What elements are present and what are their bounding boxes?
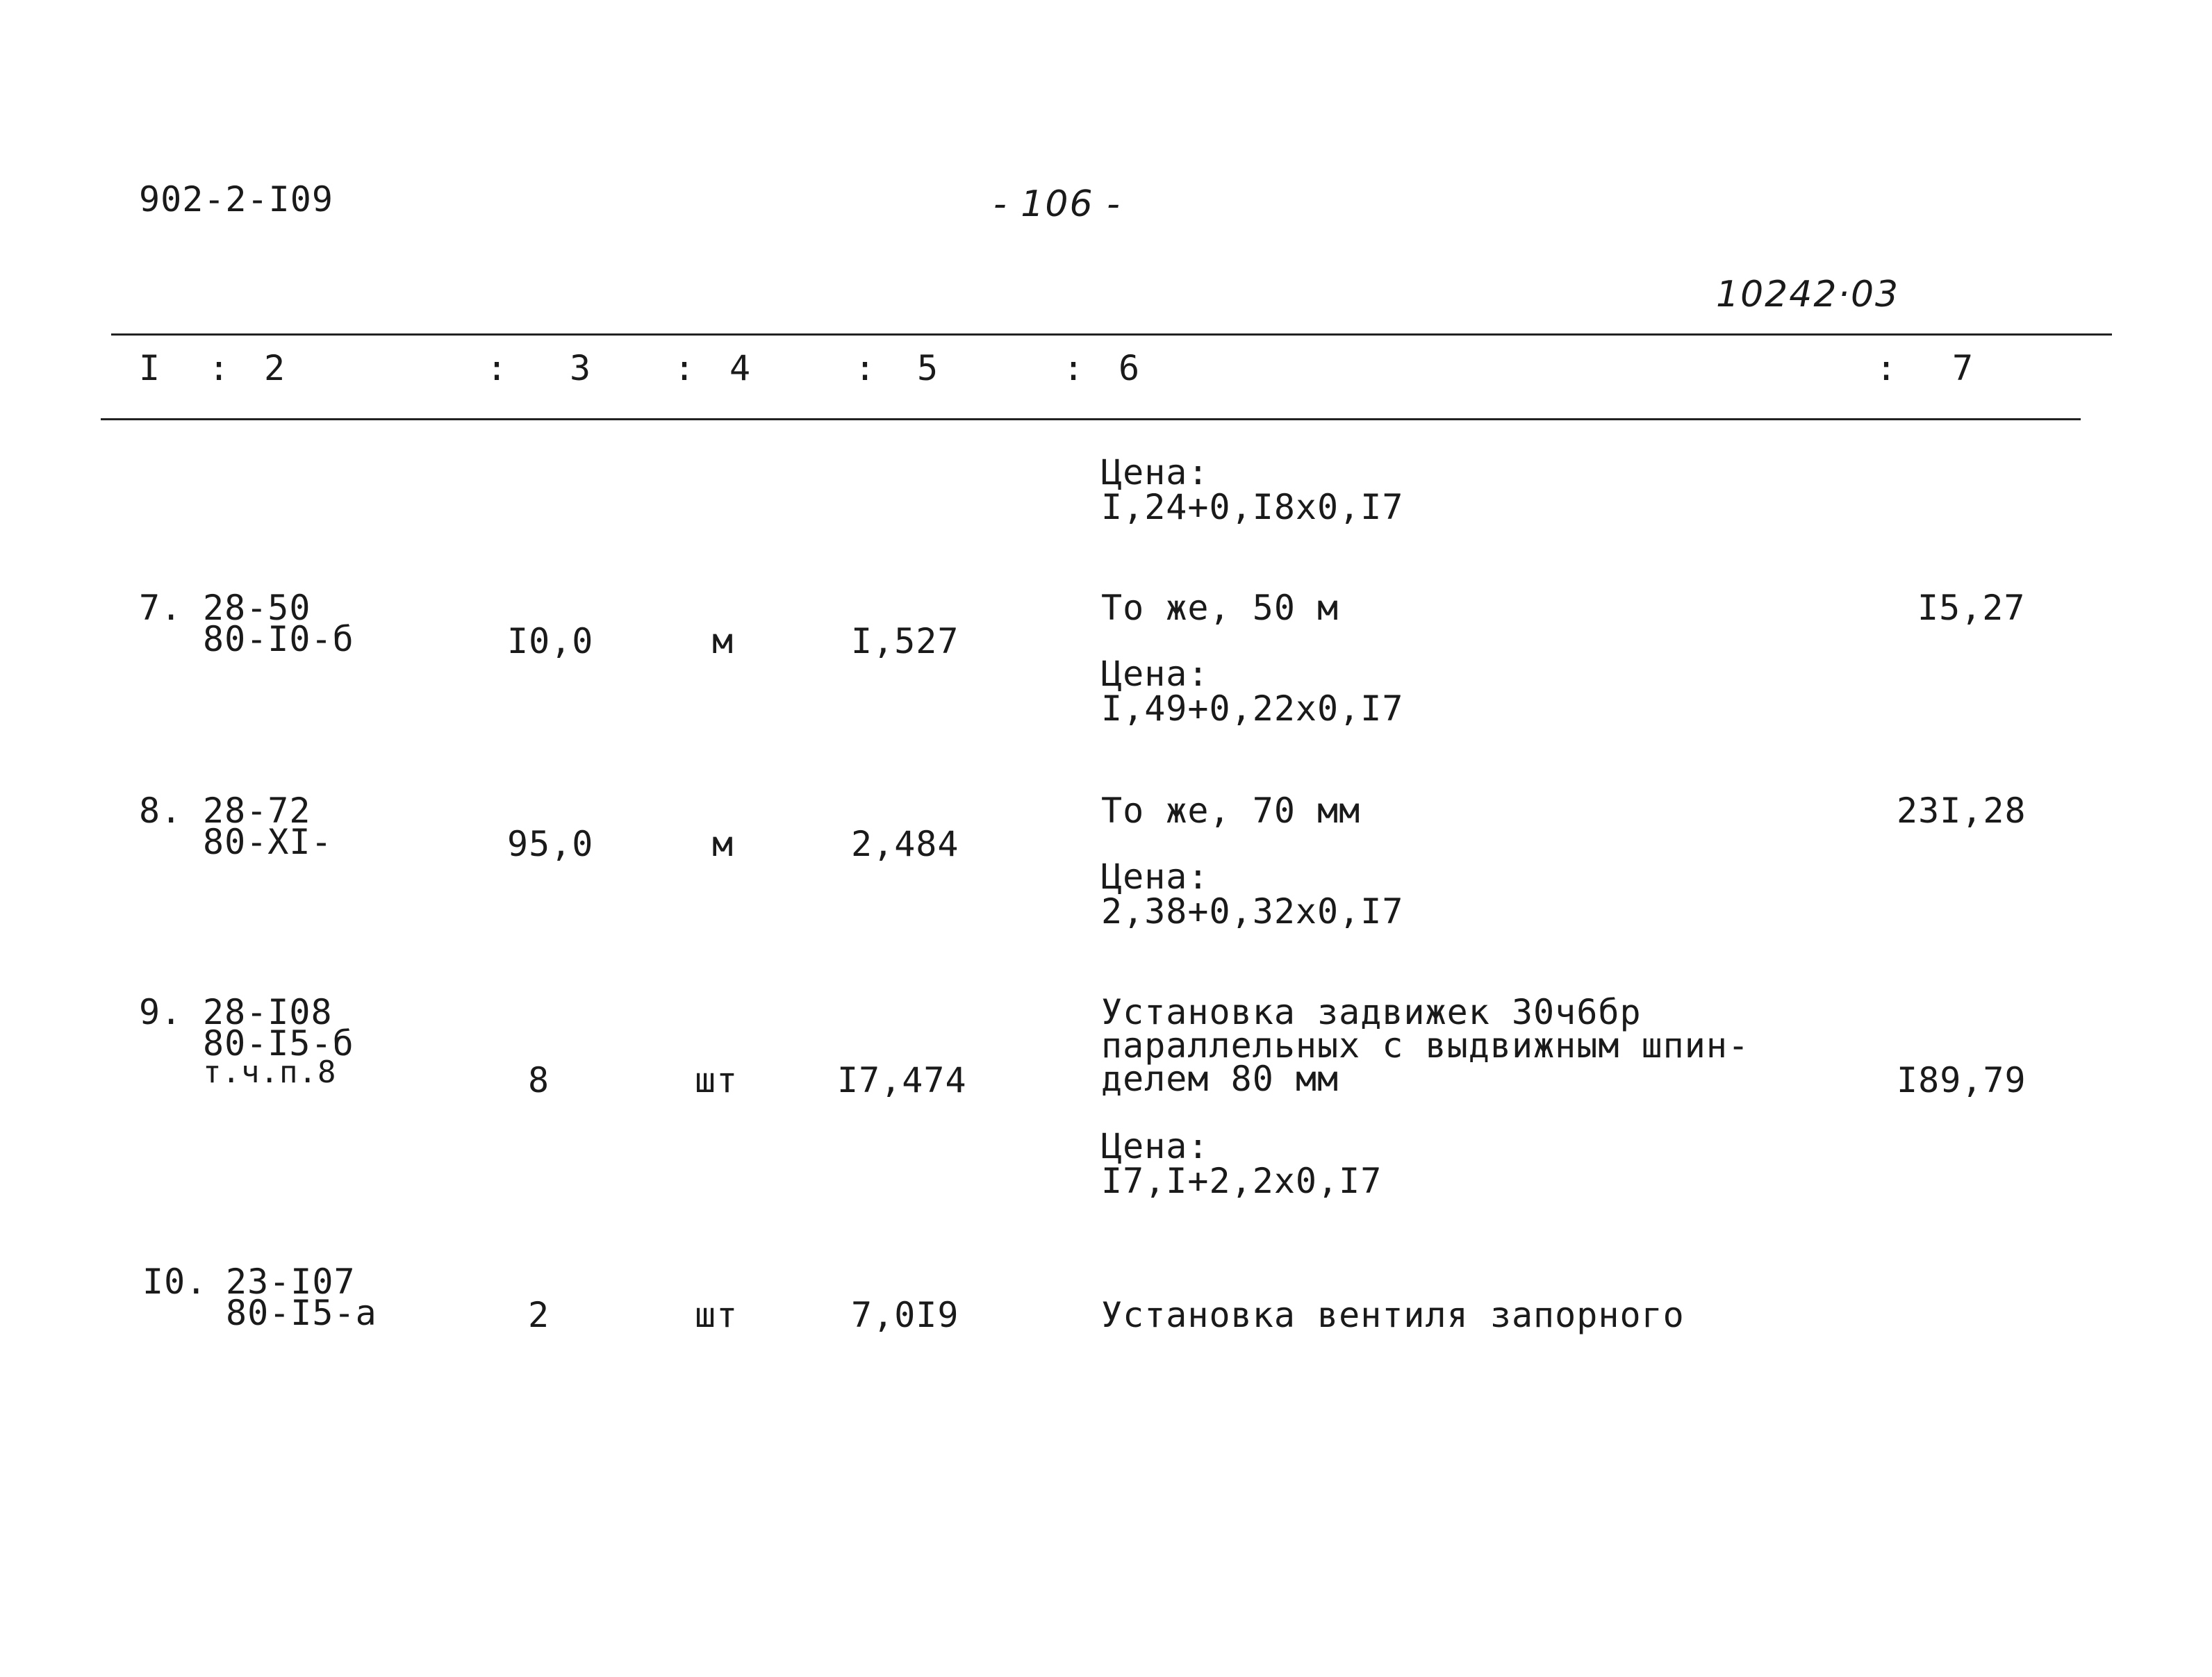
row-description: То же, 50 м bbox=[1101, 588, 1339, 628]
row-unit-price: I,527 bbox=[851, 621, 959, 661]
row-number: 9. bbox=[139, 992, 183, 1032]
col-separator: : bbox=[1063, 348, 1085, 388]
row-code-line2: 80-I5-а bbox=[226, 1293, 377, 1333]
col-header-5: 5 bbox=[917, 348, 939, 388]
row-code-line1: 28-72 bbox=[203, 791, 311, 831]
row-code-line2: 80-I0-б bbox=[203, 619, 354, 659]
row-quantity: 8 bbox=[528, 1060, 550, 1100]
price-label: Цена: bbox=[1101, 654, 1210, 694]
row-quantity: 95,0 bbox=[507, 824, 594, 864]
col-header-3: 3 bbox=[570, 348, 592, 388]
price-formula: I,49+0,22x0,I7 bbox=[1101, 688, 1404, 729]
row-description: Установка вентиля запорного bbox=[1101, 1295, 1685, 1335]
row-number: 8. bbox=[139, 791, 183, 831]
document-code: 902-2-I09 bbox=[139, 179, 333, 220]
price-formula: 2,38+0,32x0,I7 bbox=[1101, 891, 1404, 932]
col-separator: : bbox=[1876, 348, 1898, 388]
row-code-line1: 23-I07 bbox=[226, 1262, 356, 1302]
col-separator: : bbox=[486, 348, 509, 388]
col-separator: : bbox=[208, 348, 231, 388]
row-unit-price: 7,0I9 bbox=[851, 1295, 959, 1335]
row-unit-price: I7,474 bbox=[837, 1060, 967, 1100]
price-formula: I,24+0,I8x0,I7 bbox=[1101, 487, 1404, 527]
row-unit: шт bbox=[695, 1295, 738, 1335]
row-unit: м bbox=[712, 621, 734, 661]
page-number: - 106 - bbox=[993, 183, 1121, 225]
row-code-line3: т.ч.п.8 bbox=[203, 1055, 337, 1090]
row-unit-price: 2,484 bbox=[851, 824, 959, 864]
row-quantity: 2 bbox=[528, 1295, 550, 1335]
col-header-4: 4 bbox=[729, 348, 752, 388]
price-formula: I7,I+2,2x0,I7 bbox=[1101, 1161, 1382, 1201]
col-header-7: 7 bbox=[1952, 348, 1974, 388]
col-header-2: 2 bbox=[264, 348, 286, 388]
row-total: 23I,28 bbox=[1897, 791, 2027, 831]
row-description-line1: Установка задвижек 30ч6бр bbox=[1101, 992, 1642, 1032]
header-bottom-rule bbox=[101, 418, 2081, 420]
row-number: I0. bbox=[142, 1262, 208, 1302]
row-code-line2: 80-XI- bbox=[203, 822, 333, 862]
col-separator: : bbox=[674, 348, 696, 388]
row-code-line2: 80-I5-б bbox=[203, 1023, 354, 1064]
col-header-6: 6 bbox=[1119, 348, 1141, 388]
col-header-1: I bbox=[139, 348, 161, 388]
price-label: Цена: bbox=[1101, 857, 1210, 897]
row-total: I89,79 bbox=[1897, 1060, 2027, 1100]
price-label: Цена: bbox=[1101, 452, 1210, 493]
col-separator: : bbox=[855, 348, 877, 388]
row-unit: м bbox=[712, 824, 734, 864]
price-label: Цена: bbox=[1101, 1126, 1210, 1166]
row-quantity: I0,0 bbox=[507, 621, 594, 661]
row-description: То же, 70 мм bbox=[1101, 791, 1361, 831]
row-total: I5,27 bbox=[1917, 588, 2026, 628]
row-unit: шт bbox=[695, 1060, 738, 1100]
top-rule bbox=[111, 333, 2112, 336]
row-code-line1: 28-I08 bbox=[203, 992, 333, 1032]
row-description-line2: параллельных с выдвижным шпин- bbox=[1101, 1025, 1750, 1066]
row-description-line3: делем 80 мм bbox=[1101, 1059, 1339, 1099]
archive-number: 10242·03 bbox=[1716, 274, 1900, 315]
row-code-line1: 28-50 bbox=[203, 588, 311, 628]
row-number: 7. bbox=[139, 588, 183, 628]
